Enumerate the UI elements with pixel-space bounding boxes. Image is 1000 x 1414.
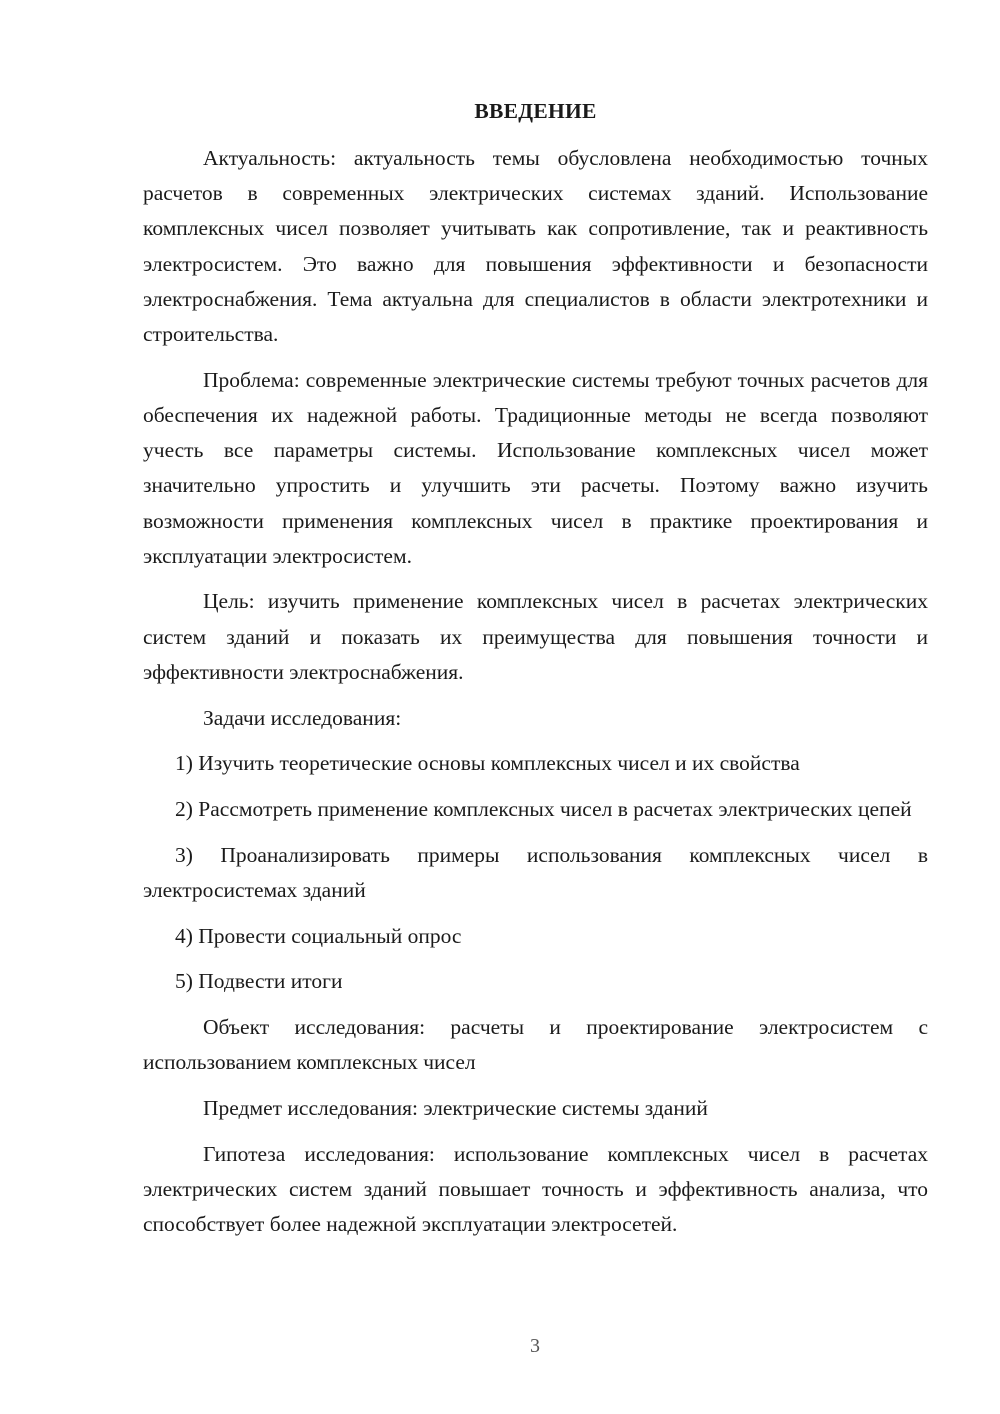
document-body xyxy=(143,95,928,1253)
paragraph-hypothesis: Гипотеза исследования: использование комплексных чисел в расчетах электрических систем зданий повышает точность и эффективность анализа, что способствует более надежной эксплуатации электросетей. xyxy=(143,1141,928,1236)
paragraph-subject: Предмет исследования: электрические системы зданий xyxy=(203,1095,708,1120)
paragraph-problem: Проблема: современные электрические системы требуют точных расчетов для обеспечения их надежной работы. Традиционные методы не всегда позволяют учесть все параметры системы. Использование комплексных чисел может значительно упростить и улучшить эти расчеты. Поэтому важно изучить возможности применения комплексных чисел в практике проектирования и эксплуатации электросистем. xyxy=(143,367,928,568)
task-item-1: 1) Изучить теоретические основы комплексных чисел и их свойства xyxy=(175,751,800,776)
paragraph-tasks-heading: Задачи исследования: xyxy=(203,705,402,730)
task-item-4: 4) Провести социальный опрос xyxy=(175,923,462,948)
paragraph-goal: Цель: изучить применение комплексных чисел в расчетах электрических систем зданий и показать их преимущества для повышения точности и эффективности электроснабжения. xyxy=(143,589,928,684)
paragraph-object: Объект исследования: расчеты и проектирование электросистем с использованием комплексных чисел xyxy=(143,1014,928,1075)
paragraph-relevance: Актуальность: актуальность темы обусловлена необходимостью точных расчетов в современных электрических системах зданий. Использование комплексных чисел позволяет учитывать как сопротивление, так и реактивность электросистем. Это важно для повышения эффективности и безопасности электроснабжения. Тема актуальна для специалистов в области электротехники и строительства. xyxy=(143,146,928,347)
page-number: 3 xyxy=(530,1335,540,1357)
section-title: ВВЕДЕНИЕ xyxy=(474,99,597,123)
task-item-5: 5) Подвести итоги xyxy=(175,969,343,994)
task-item-3: 3) Проанализировать примеры использования комплексных чисел в электросистемах зданий xyxy=(143,842,928,902)
task-item-2: 2) Рассмотреть применение комплексных чисел в расчетах электрических цепей xyxy=(175,796,912,821)
